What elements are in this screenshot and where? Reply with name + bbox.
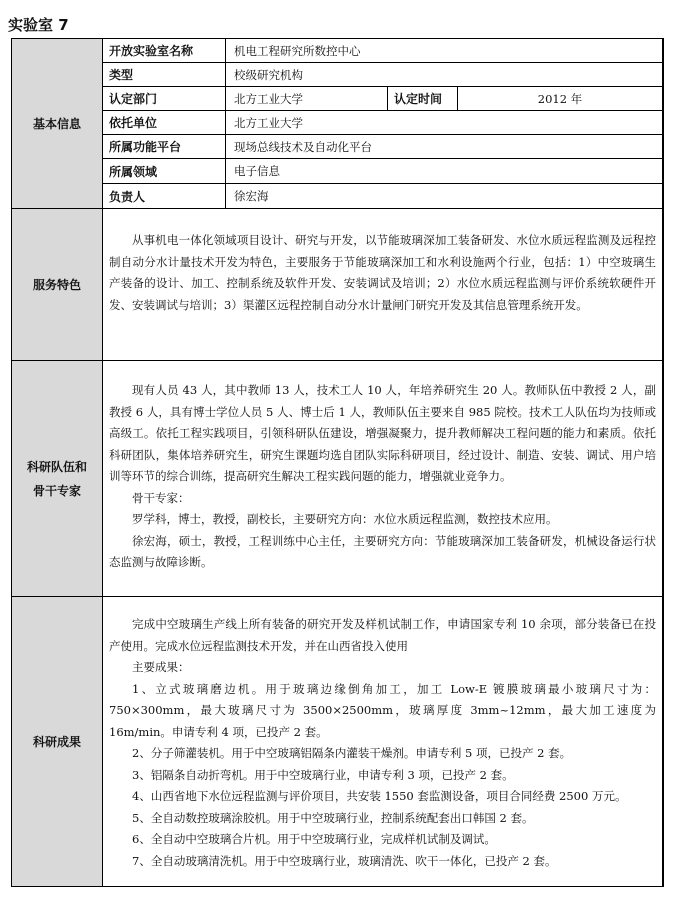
team-paragraph: 骨干专家： — [132, 490, 190, 505]
host-unit-value: 北方工业大学 — [226, 111, 663, 135]
cert-time-label: 认定时间 — [388, 87, 458, 111]
cert-time-value: 2012 年 — [458, 87, 663, 111]
results-paragraph: 2、分子筛灌装机。用于中空玻璃铝隔条内灌装干燥剂。申请专利 5 项，已投产 2 套。 — [132, 746, 572, 760]
service-section-label: 服务特色 — [12, 209, 103, 361]
results-paragraph: 完成中空玻璃生产线上所有装备的研究开发及样机试制工作，申请国家专利 10 余项，部分装备已在投产使用。完成水位远程监测技术开发，并在山西省投入使用 — [109, 617, 656, 653]
lab-name-label: 开放实验室名称 — [103, 39, 226, 63]
director-label: 负责人 — [103, 184, 226, 209]
field-label: 所属领域 — [103, 159, 226, 184]
results-paragraph: 3、铝隔条自动折弯机。用于中空玻璃行业，申请专利 3 项，已投产 2 套。 — [132, 767, 514, 782]
results-section-label: 科研成果 — [12, 597, 103, 887]
cert-dept-label: 认定部门 — [103, 87, 226, 111]
type-value: 校级研究机构 — [226, 63, 663, 87]
results-paragraph: 4、山西省地下水位远程监测与评价项目，共安装 1550 套监测设备，项目合同经费 2500 万元。 — [132, 789, 627, 803]
results-paragraph: 7、全自动玻璃清洗机。用于中空玻璃行业，玻璃清洗、吹干一体化，已投产 2 套。 — [132, 853, 557, 868]
host-unit-label: 依托单位 — [103, 111, 226, 135]
basic-info-section-label — [12, 39, 103, 209]
cert-dept-value: 北方工业大学 — [226, 87, 388, 111]
results-paragraph: 1、立式玻璃磨边机。用于玻璃边缘倒角加工，加工 Low-E 镀膜玻璃最小玻璃尺寸为：750×300mm，最大玻璃尺寸为 3500×2500mm，玻璃厚度 3mm~12mm，最大加工速度为 16m/min。申请专利 4 项，已投产 2 套。 — [109, 681, 656, 739]
platform-label: 所属功能平台 — [103, 135, 226, 159]
lab-info-table — [11, 38, 664, 887]
page-title: 实验室 7 — [8, 16, 69, 34]
basic-info-label: 基本信息 — [32, 116, 81, 131]
results-content — [103, 597, 663, 887]
service-paragraph: 从事机电一体化领域项目设计、研究与开发，以节能玻璃深加工装备研发、水位水质远程监测及远程控制自动分水计量技术开发为特色，主要服务于节能玻璃深加工和水利设施两个行业，包括：1）中空玻璃生产装备的设计、加工、控制系统及软件开发、安装调试及培训；2）水位水质远程监测与评价系统软硬件开发、安装调试与培训；3）渠灌区远程控制自动分水计量闸门研究开发及其信息管理系统开发。 — [109, 233, 656, 312]
lab-name-value: 机电工程研究所数控中心 — [226, 39, 663, 63]
results-paragraph: 主要成果： — [132, 660, 190, 674]
team-paragraph: 现有人员 43 人，其中教师 13 人，技术工人 10 人，年培养研究生 20 人。教师队伍中教授 2 人，副教授 6 人，具有博士学位人员 5 人、博士后 1 人，教师队伍主要来自 985 院校。技术工人队伍均为技师或高级工。依托工程实践项目，引领科研队伍建设，增强凝聚力，提升教师解决工程问题的能力和素质。依托科研团队，集体培养研究生，研究生课题均选自团队实际科研项目，经过设计、制造、安装、调试、用户培训等环节的综合训练，提高研究生解决工程实践问题的能力，增强就业竞争力。 — [109, 383, 656, 483]
platform-value: 现场总线技术及自动化平台 — [226, 135, 663, 159]
team-paragraph: 徐宏海，硕士，教授，工程训练中心主任，主要研究方向：节能玻璃深加工装备研发，机械设备运行状态监测与故障诊断。 — [109, 533, 656, 569]
field-value: 电子信息 — [226, 159, 663, 184]
service-content — [103, 209, 663, 361]
team-section-label: 科研队伍和 骨干专家 — [12, 361, 103, 597]
results-paragraph: 5、全自动数控玻璃涂胶机。用于中空玻璃行业，控制系统配套出口韩国 2 套。 — [132, 810, 534, 825]
results-paragraph: 6、全自动中空玻璃合片机。用于中空玻璃行业，完成样机试制及调试。 — [132, 832, 496, 846]
team-content — [103, 361, 663, 597]
team-paragraph: 罗学科，博士，教授，副校长，主要研究方向：水位水质远程监测，数控技术应用。 — [132, 512, 558, 526]
director-value: 徐宏海 — [226, 184, 663, 209]
type-label: 类型 — [103, 63, 226, 87]
